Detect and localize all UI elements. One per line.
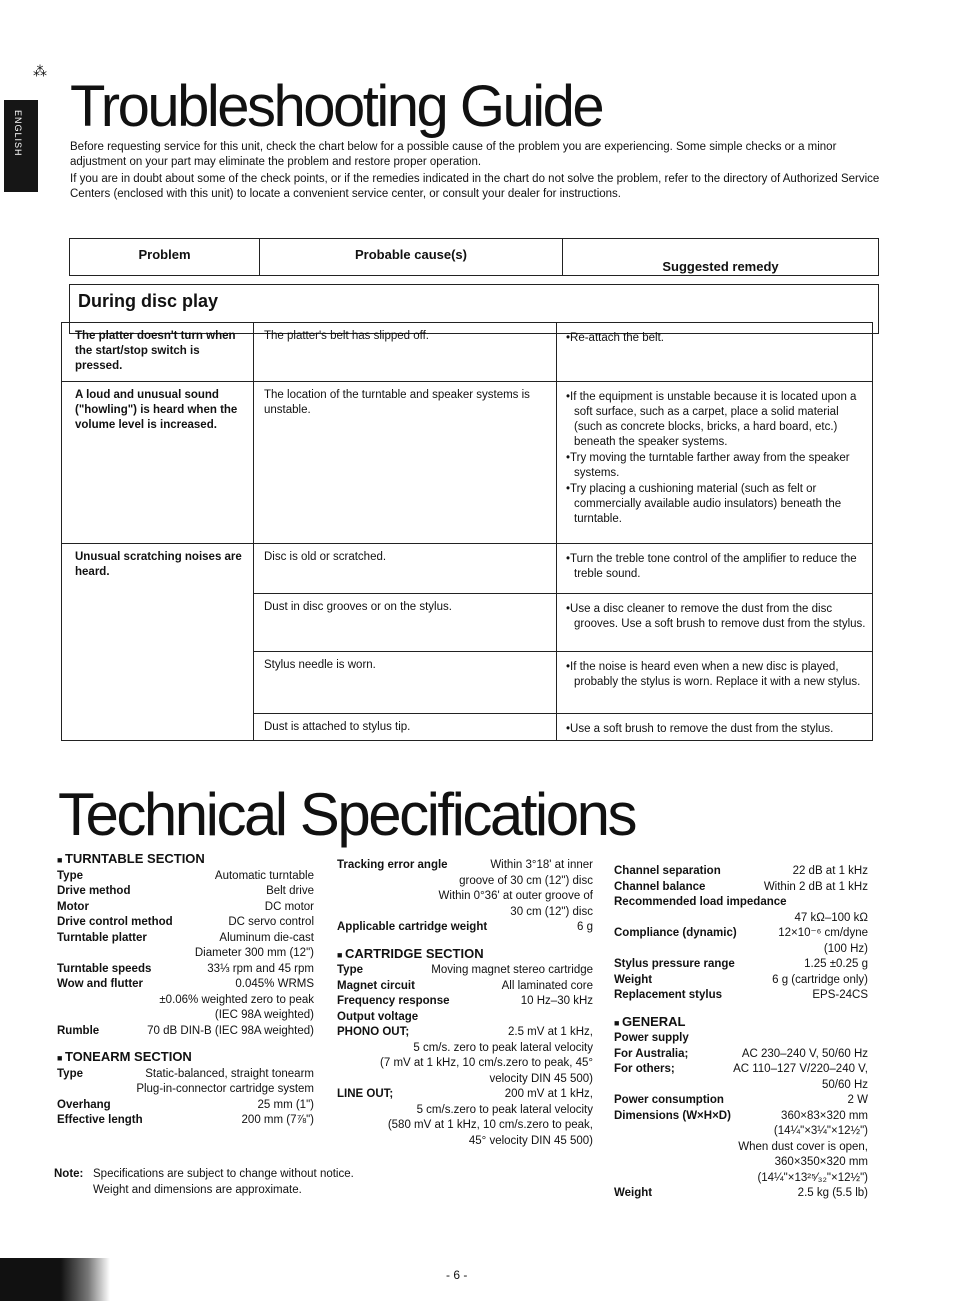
spec-key: Compliance (dynamic) [614,927,737,939]
spec-key: Type [57,1067,83,1080]
problem-cell: The platter doesn't turn when the start/stop switch is pressed. [75,330,236,372]
remedy-cell [556,382,872,544]
table-row [253,593,872,652]
spec-key: Weight [614,973,653,986]
spec-key: For Australia; [614,1047,689,1060]
spec-row [614,957,868,973]
spec-row [337,994,593,1010]
spec-value: 360×350×320 mm [774,1156,868,1168]
spec-value: 6 g [577,921,593,933]
spec-value: Plug-in-connector cartridge system [136,1083,314,1095]
spec-value: velocity DIN 45 500) [489,1072,593,1085]
spec-key: Applicable cartridge weight [337,921,488,933]
spec-row [337,889,593,905]
spec-value: When dust cover is open, [738,1140,868,1153]
spec-key: Channel balance [614,880,706,893]
spec-key: Rumble [57,1024,100,1037]
turntable-section-heading: ■ TURNTABLE SECTION [57,851,314,869]
intro-paragraph-1: Before requesting service for this unit, check the chart below for a possible cause of the problem you are experiencing. Some simple checks or a minor adjustment on your part may eliminate the problem and restore proper operation. [70,141,837,168]
remedy-item: • If the noise is heard even when a new disc is played, probably the stylus is worn. Replace it with a new stylus. [566,660,866,690]
spec-key: LINE OUT; [337,1088,394,1100]
spec-value: 47 kΩ–100 kΩ [794,911,868,924]
spec-row [57,1008,314,1024]
spec-value: 6 g (cartridge only) [772,973,868,986]
spec-row [57,884,314,900]
note-line: Weight and dimensions are approximate. [93,1184,302,1196]
spec-value: 5 cm/s. zero to peak lateral velocity [413,1041,593,1054]
spec-value: All laminated core [501,979,593,992]
spec-row [614,1093,868,1109]
spec-row [614,988,868,1004]
spec-row [614,942,868,958]
spec-key: Drive method [57,885,131,897]
spec-value: 2.5 kg (5.5 lb) [797,1187,868,1199]
spec-value: 200 mV at 1 kHz, [504,1088,593,1100]
cause-cell: The location of the turntable and speaker systems is unstable. [253,382,556,544]
remedy-cell [556,594,872,652]
spec-value: 2 W [847,1094,868,1106]
spec-row [57,915,314,931]
spec-row [337,1103,593,1119]
note-line: Specifications are subject to change without notice. [93,1168,354,1180]
spec-value: 1.25 ±0.25 g [804,958,868,970]
spec-value: EPS-24CS [812,989,868,1001]
scan-mark: ⁂ [33,63,47,79]
spec-key: Motor [57,900,89,913]
spec-value: (14¼"×13²⁵⁄₃₂"×12½") [757,1171,868,1184]
remedy-cell [556,714,872,741]
spec-value: Within 2 dB at 1 kHz [763,880,868,893]
spec-value: (IEC 98A weighted) [214,1009,314,1021]
cause-cell: Disc is old or scratched. [253,544,556,594]
spec-row [337,1041,593,1057]
remedy-item: • Turn the treble tone control of the amplifier to reduce the treble sound. [566,552,866,582]
spec-key: PHONO OUT; [337,1026,410,1038]
spec-value: (7 mV at 1 kHz, 10 cm/s.zero to peak, 45° [380,1057,593,1069]
troubleshooting-intro [70,140,880,204]
spec-row [57,931,314,947]
cause-cell: Stylus needle is worn. [253,652,556,714]
spec-row [337,1118,593,1134]
spec-row [337,1056,593,1072]
remedy-item: • If the equipment is unstable because it is located upon a soft surface, such as a carpet, place a solid material (such as concrete blocks, bricks, a hard board, etc.) beneath the speaker systems. [566,390,866,450]
spec-value: 30 cm (12") disc [510,905,593,918]
spec-value: 50/60 Hz [821,1078,868,1091]
table-row [62,323,872,381]
remedy-item: • Use a disc cleaner to remove the dust from the disc grooves. Use a soft brush to remove dust from the stylus. [566,602,866,632]
spec-value: Diameter 300 mm (12") [194,947,314,959]
specs-note [54,1166,354,1198]
table-row [253,651,872,714]
header-problem: Problem [70,239,260,275]
spec-value: Within 0°36' at outer groove of [438,890,593,902]
spec-column-2 [337,858,593,1149]
spec-row [614,973,868,989]
general-section-heading: ■ GENERAL [614,1014,868,1032]
spec-row [337,1087,593,1103]
remedy-item: • Try moving the turntable farther away from the speaker systems. [566,451,866,481]
spec-value: Aluminum die-cast [219,931,314,944]
spec-row [57,977,314,993]
spec-key: Dimensions (W×H×D) [614,1109,731,1122]
header-remedy: Suggested remedy [662,259,779,274]
language-tab-label: ENGLISH [13,110,23,157]
spec-value: 12×10⁻⁶ cm/dyne [778,927,868,939]
spec-row [57,993,314,1009]
specifications-title: Technical Specifications [58,781,636,848]
language-tab [4,100,38,192]
spec-row [57,869,314,885]
spec-row [614,1062,868,1078]
spec-row [57,962,314,978]
spec-value: AC 110–127 V/220–240 V, [733,1063,868,1075]
spec-row [337,874,593,890]
table-row [253,713,872,741]
spec-value: Automatic turntable [214,869,314,882]
spec-row [337,1025,593,1041]
spec-value: AC 230–240 V, 50/60 Hz [741,1047,868,1060]
spec-row [57,900,314,916]
spec-value: 25 mm (1") [257,1098,314,1111]
spec-value: 33⅓ rpm and 45 rpm [207,962,314,975]
spec-key: Effective length [57,1114,143,1126]
spec-row [614,1124,868,1140]
spec-value: groove of 30 cm (12") disc [459,874,593,887]
spec-row [57,1113,314,1129]
spec-value: DC servo control [228,916,314,928]
spec-key: Output voltage [337,1010,419,1023]
spec-key: Type [57,869,83,882]
spec-row [337,905,593,921]
spec-key: Power supply [614,1032,689,1044]
spec-row [614,864,868,880]
spec-value: 45° velocity DIN 45 500) [468,1134,593,1147]
spec-key: Turntable platter [57,931,147,944]
spec-row [337,1072,593,1088]
spec-row [337,963,593,979]
spec-key: Recommended load impedance [614,896,787,908]
spec-row [614,880,868,896]
remedy-cell [556,652,872,714]
spec-row [614,1078,868,1094]
problem-cell: A loud and unusual sound ("howling") is heard when the volume level is increased. [75,389,238,431]
spec-value: 70 dB DIN-B (IEC 98A weighted) [147,1024,314,1037]
spec-row [57,946,314,962]
spec-value: 10 Hz–30 kHz [520,995,593,1007]
spec-row [57,1098,314,1114]
spec-key: Type [337,964,363,976]
spec-key: For others; [614,1063,675,1075]
spec-row [614,911,868,927]
spec-row [57,1024,314,1040]
spec-row [337,979,593,995]
remedy-cell [556,323,872,381]
intro-paragraph-2: If you are in doubt about some of the check points, or if the remedies indicated in the chart do not solve the problem, refer to the directory of Authorized Service Centers (enclosed with this unit) to locate a convenient service center, or consult your dealer for instructions. [70,173,880,200]
spec-key: Replacement stylus [614,989,723,1001]
table-row [62,381,872,544]
spec-row [57,1082,314,1098]
cause-cell: Dust in disc grooves or on the stylus. [253,594,556,652]
spec-value: ±0.06% weighted zero to peak [159,993,314,1006]
spec-key: Channel separation [614,865,721,877]
spec-row [614,1186,868,1202]
header-cause: Probable cause(s) [260,239,563,275]
spec-value: Static-balanced, straight tonearm [145,1067,314,1080]
spec-row [614,1171,868,1187]
spec-value: Belt drive [266,885,314,897]
section-heading-label: During disc play [78,291,219,311]
table-row [62,543,872,594]
spec-key: Tracking error angle [337,859,448,871]
spec-row [614,1140,868,1156]
spec-column-3 [614,864,868,1202]
spec-value: 5 cm/s.zero to peak lateral velocity [416,1103,593,1116]
spec-key: Overhang [57,1098,111,1111]
spec-key: Wow and flutter [57,978,144,990]
spec-value: Within 3°18' at inner [490,859,593,871]
spec-row [337,920,593,936]
spec-key: Turntable speeds [57,962,152,975]
spec-value: (100 Hz) [823,942,868,955]
cause-cell: Dust is attached to stylus tip. [253,714,556,741]
spec-value: 22 dB at 1 kHz [792,865,868,877]
spec-key: Weight [614,1187,653,1199]
remedy-item: • Try placing a cushioning material (such as felt or commercially available audio insulators) beneath the turntable. [566,482,866,527]
spec-key: Drive control method [57,916,173,928]
troubleshooting-title: Troubleshooting Guide [70,74,603,139]
troubleshooting-table [61,322,873,741]
spec-row [614,926,868,942]
spec-key: Power consumption [614,1094,724,1106]
spec-column-1 [57,849,314,1129]
problem-cell: Unusual scratching noises are heard. [75,551,242,578]
tonearm-section-heading: ■ TONEARM SECTION [57,1049,314,1067]
spec-value: (580 mV at 1 kHz, 10 cm/s.zero to peak, [387,1119,593,1131]
spec-row [337,858,593,874]
spec-key: Stylus pressure range [614,958,735,970]
remedy-item: • Use a soft brush to remove the dust from the stylus. [566,722,866,737]
cause-cell: The platter's belt has slipped off. [253,323,556,381]
spec-row [614,1109,868,1125]
spec-value: 2.5 mV at 1 kHz, [507,1026,593,1038]
table-header [69,238,879,276]
spec-row [614,1155,868,1171]
spec-row [337,1134,593,1150]
spec-key: Magnet circuit [337,979,415,992]
cartridge-section-heading: ■ CARTRIDGE SECTION [337,946,593,964]
spec-value: 200 mm (7⅞") [241,1114,314,1126]
spec-row [57,1067,314,1083]
remedy-item: • Re-attach the belt. [566,331,866,346]
spec-row [614,1047,868,1063]
spec-key: Frequency response [337,995,450,1007]
spec-value: (14¼"×3¼"×12½") [773,1125,868,1137]
page-number: - 6 - [446,1268,468,1282]
spec-value: 360×83×320 mm [781,1109,868,1122]
scan-corner-mark [0,1258,110,1301]
spec-value: 0.045% WRMS [235,978,314,990]
note-label: Note: [54,1168,84,1180]
remedy-cell [556,544,872,594]
spec-value: Moving magnet stereo cartridge [431,964,593,976]
spec-value: DC motor [264,900,314,913]
